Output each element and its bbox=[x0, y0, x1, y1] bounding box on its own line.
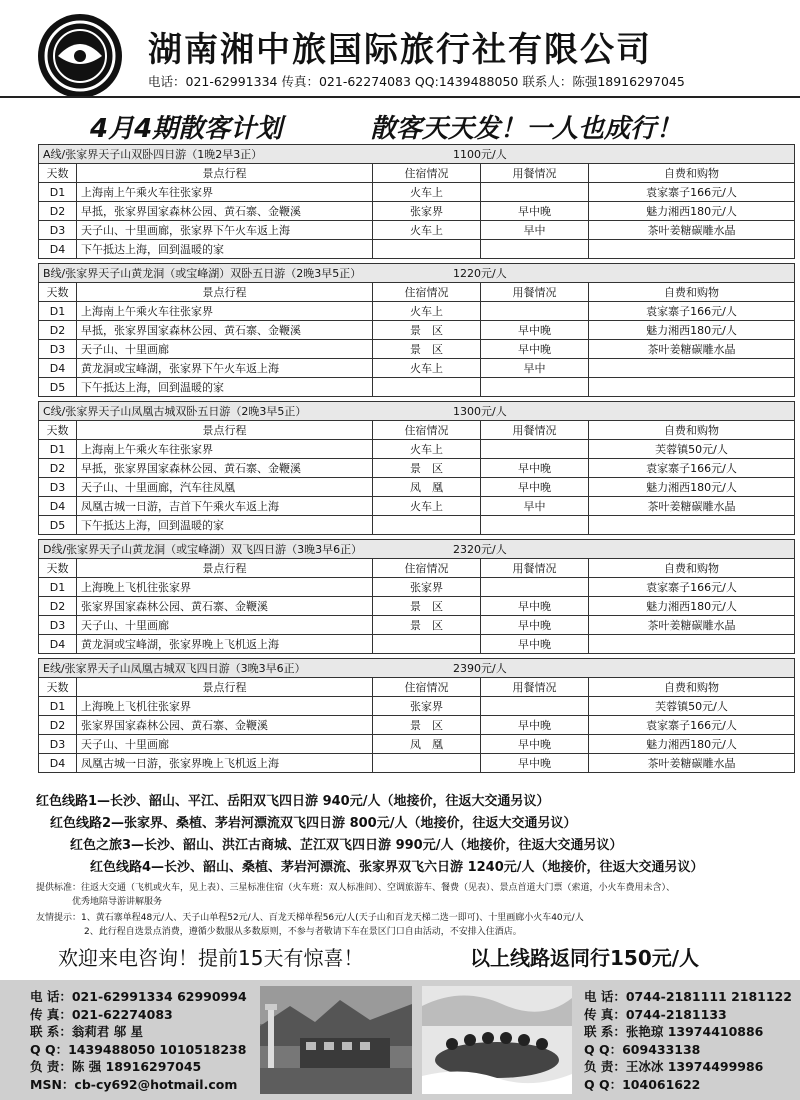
table-cell: D3 bbox=[39, 221, 77, 240]
red-route-4: 红色线路4—长沙、韶山、桑植、茅岩河漂流、张家界双飞六日游 1240元/人（地接价，往返大交通另议） bbox=[90, 860, 704, 875]
footer-contact-line: Q Q：609433138 bbox=[584, 1041, 701, 1057]
column-header: 景点行程 bbox=[77, 678, 373, 697]
column-header: 自费和购物 bbox=[589, 164, 795, 183]
table-cell: 早中晚 bbox=[481, 735, 589, 754]
table-cell: D3 bbox=[39, 616, 77, 635]
column-header: 用餐情况 bbox=[481, 164, 589, 183]
table-cell bbox=[373, 635, 481, 654]
table-row bbox=[39, 440, 795, 459]
banner-rebate: 以上线路返同行150元/人 bbox=[470, 946, 700, 970]
table-cell: 早中晚 bbox=[481, 597, 589, 616]
column-header: 住宿情况 bbox=[373, 678, 481, 697]
column-header: 景点行程 bbox=[77, 559, 373, 578]
column-header: 住宿情况 bbox=[373, 421, 481, 440]
table-row bbox=[39, 497, 795, 516]
table-cell: 张家界国家森林公园、黄石寨、金鞭溪 bbox=[77, 597, 373, 616]
tour-name: A线/张家界天子山双卧四日游（1晚2早3正） bbox=[43, 148, 263, 161]
table-cell: D1 bbox=[39, 302, 77, 321]
table-row bbox=[39, 616, 795, 635]
column-header: 住宿情况 bbox=[373, 164, 481, 183]
tour-table bbox=[38, 658, 795, 773]
table-cell: D4 bbox=[39, 635, 77, 654]
fenghuang-town-photo bbox=[260, 986, 412, 1094]
table-cell: 天子山、十里画廊，汽车往凤凰 bbox=[77, 478, 373, 497]
table-cell: 早中 bbox=[481, 359, 589, 378]
table-cell: 魅力湘西180元/人 bbox=[589, 597, 795, 616]
table-row bbox=[39, 578, 795, 597]
tour-price: 2320元/人 bbox=[453, 543, 507, 556]
table-cell: 景 区 bbox=[373, 321, 481, 340]
tour-name: B线/张家界天子山黄龙洞（或宝峰湖）双卧五日游（2晚3早5正） bbox=[43, 267, 362, 280]
table-cell bbox=[589, 516, 795, 535]
table-cell: 早中晚 bbox=[481, 616, 589, 635]
table-cell: 上海晚上飞机往张家界 bbox=[77, 578, 373, 597]
table-cell: 早抵，张家界国家森林公园、黄石寨、金鞭溪 bbox=[77, 321, 373, 340]
table-cell: 黄龙洞或宝峰湖，张家界晚上飞机返上海 bbox=[77, 635, 373, 654]
table-cell bbox=[481, 240, 589, 259]
table-cell: 早中晚 bbox=[481, 754, 589, 773]
tour-tables bbox=[38, 144, 794, 777]
company-name: 湖南湘中旅国际旅行社有限公司 bbox=[148, 30, 652, 70]
table-cell: 上海晚上飞机往张家界 bbox=[77, 697, 373, 716]
tour-title bbox=[39, 540, 795, 559]
table-cell: 张家界 bbox=[373, 697, 481, 716]
table-cell: 天子山、十里画廊 bbox=[77, 616, 373, 635]
footer-contact-line: 传 真：021-62274083 bbox=[30, 1006, 173, 1022]
table-cell bbox=[481, 378, 589, 397]
table-row bbox=[39, 516, 795, 535]
table-cell: 芙蓉镇50元/人 bbox=[589, 440, 795, 459]
rafting-photo bbox=[422, 986, 572, 1094]
table-row bbox=[39, 478, 795, 497]
tour-name: D线/张家界天子山黄龙洞（或宝峰湖）双飞四日游（3晚3早6正） bbox=[43, 543, 363, 556]
table-cell: 茶叶姜糖碳雕水晶 bbox=[589, 497, 795, 516]
table-cell bbox=[373, 754, 481, 773]
table-cell: D1 bbox=[39, 578, 77, 597]
footer-contact-line: MSN：cb-cy692@hotmail.com bbox=[30, 1076, 238, 1092]
table-row bbox=[39, 359, 795, 378]
tour-name: E线/张家界天子山凤凰古城双飞四日游（3晚3早6正） bbox=[43, 662, 306, 675]
tip-note-1: 友情提示：1、黄石寨单程48元/人、天子山单程52元/人、百龙天梯单程56元/人(天子山和百龙天梯二选一即可)、十里画廊小火车40元/人 bbox=[36, 913, 584, 923]
table-cell: 火车上 bbox=[373, 359, 481, 378]
tip-note-2: 2、此行程自选景点消费，遵循少数服从多数原则，不参与者敬请下车在景区门口自由活动，不安排入住酒店。 bbox=[84, 927, 522, 937]
table-cell: D2 bbox=[39, 202, 77, 221]
table-row bbox=[39, 459, 795, 478]
table-cell bbox=[373, 516, 481, 535]
table-cell: D5 bbox=[39, 378, 77, 397]
column-header: 用餐情况 bbox=[481, 283, 589, 302]
tour-price: 2390元/人 bbox=[453, 662, 507, 675]
table-row bbox=[39, 697, 795, 716]
footer-contact-line: Q Q：104061622 bbox=[584, 1076, 701, 1092]
table-cell: D2 bbox=[39, 459, 77, 478]
table-cell: 早中晚 bbox=[481, 459, 589, 478]
footer-contact-line: 负 责：王冰冰 13974499986 bbox=[584, 1059, 764, 1074]
footer-zhangjiajie-contacts bbox=[584, 988, 792, 1093]
table-cell: 景 区 bbox=[373, 597, 481, 616]
table-cell: 袁家寨子166元/人 bbox=[589, 578, 795, 597]
table-cell: D5 bbox=[39, 516, 77, 535]
column-header: 景点行程 bbox=[77, 421, 373, 440]
company-logo-icon bbox=[36, 12, 124, 100]
promo-banner bbox=[0, 940, 800, 976]
table-cell: 景 区 bbox=[373, 459, 481, 478]
table-cell: 茶叶姜糖碳雕水晶 bbox=[589, 221, 795, 240]
standard-note-cont: 优秀地陪导游讲解服务 bbox=[72, 897, 163, 907]
tour-table bbox=[38, 539, 795, 654]
table-cell: 火车上 bbox=[373, 440, 481, 459]
table-cell: 茶叶姜糖碳雕水晶 bbox=[589, 754, 795, 773]
footer bbox=[0, 980, 800, 1100]
table-cell: 袁家寨子166元/人 bbox=[589, 716, 795, 735]
footer-contact-line: 负 责：陈 强 18916297045 bbox=[30, 1059, 202, 1074]
table-cell: D4 bbox=[39, 497, 77, 516]
table-cell: 早中晚 bbox=[481, 478, 589, 497]
footer-contact-line: 传 真：0744-2181133 bbox=[584, 1006, 727, 1022]
table-cell: 袁家寨子166元/人 bbox=[589, 183, 795, 202]
footer-shanghai-contacts bbox=[30, 988, 247, 1093]
column-header: 自费和购物 bbox=[589, 678, 795, 697]
table-cell: D4 bbox=[39, 240, 77, 259]
table-cell: 黄龙洞或宝峰湖，张家界下午火车返上海 bbox=[77, 359, 373, 378]
table-cell: 张家界 bbox=[373, 202, 481, 221]
table-cell bbox=[373, 378, 481, 397]
table-cell: 早中 bbox=[481, 497, 589, 516]
tour-price: 1100元/人 bbox=[453, 148, 507, 161]
table-cell: 景 区 bbox=[373, 716, 481, 735]
table-cell: 景 区 bbox=[373, 340, 481, 359]
table-cell: D1 bbox=[39, 440, 77, 459]
table-cell: 上海南上午乘火车往张家界 bbox=[77, 183, 373, 202]
table-cell: D1 bbox=[39, 697, 77, 716]
table-cell: 凤凰古城一日游，吉首下午乘火车返上海 bbox=[77, 497, 373, 516]
table-cell: 张家界国家森林公园、黄石寨、金鞭溪 bbox=[77, 716, 373, 735]
table-cell: D2 bbox=[39, 716, 77, 735]
table-cell bbox=[589, 359, 795, 378]
footer-contact-line: 联 系：翁莉君 邬 星 bbox=[30, 1024, 144, 1039]
tour-title bbox=[39, 402, 795, 421]
table-row bbox=[39, 240, 795, 259]
table-cell: 魅力湘西180元/人 bbox=[589, 202, 795, 221]
table-cell: 芙蓉镇50元/人 bbox=[589, 697, 795, 716]
table-row bbox=[39, 635, 795, 654]
table-cell: 张家界 bbox=[373, 578, 481, 597]
column-header: 自费和购物 bbox=[589, 421, 795, 440]
table-cell bbox=[481, 183, 589, 202]
column-header: 自费和购物 bbox=[589, 283, 795, 302]
table-cell: 火车上 bbox=[373, 221, 481, 240]
column-header: 景点行程 bbox=[77, 164, 373, 183]
footer-contact-line: 电 话：0744-2181111 2181122 bbox=[584, 989, 792, 1004]
footer-contact-line: 联 系：张艳琼 13974410886 bbox=[584, 1024, 764, 1039]
table-cell bbox=[589, 378, 795, 397]
table-cell bbox=[373, 240, 481, 259]
table-cell: D3 bbox=[39, 478, 77, 497]
column-header: 天数 bbox=[39, 678, 77, 697]
table-cell: 火车上 bbox=[373, 497, 481, 516]
table-row bbox=[39, 716, 795, 735]
table-cell: 上海南上午乘火车往张家界 bbox=[77, 440, 373, 459]
table-row bbox=[39, 183, 795, 202]
table-cell bbox=[589, 240, 795, 259]
table-cell: 魅力湘西180元/人 bbox=[589, 478, 795, 497]
table-row bbox=[39, 735, 795, 754]
table-row bbox=[39, 202, 795, 221]
header bbox=[0, 0, 800, 100]
footer-contact-line: Q Q：1439488050 1010518238 bbox=[30, 1041, 247, 1057]
table-cell: 早中晚 bbox=[481, 340, 589, 359]
table-cell: 火车上 bbox=[373, 302, 481, 321]
footer-contact-line: 电 话：021-62991334 62990994 bbox=[30, 989, 247, 1004]
column-header: 自费和购物 bbox=[589, 559, 795, 578]
table-cell: 早中晚 bbox=[481, 716, 589, 735]
table-cell bbox=[481, 440, 589, 459]
table-cell bbox=[589, 635, 795, 654]
column-header: 住宿情况 bbox=[373, 559, 481, 578]
table-row bbox=[39, 302, 795, 321]
table-row bbox=[39, 221, 795, 240]
table-cell bbox=[481, 302, 589, 321]
table-cell: 茶叶姜糖碳雕水晶 bbox=[589, 616, 795, 635]
table-cell: 早中晚 bbox=[481, 202, 589, 221]
tour-name: C线/张家界天子山凤凰古城双卧五日游（2晚3早5正） bbox=[43, 405, 307, 418]
table-cell: 早中 bbox=[481, 221, 589, 240]
table-cell: 早抵，张家界国家森林公园、黄石寨、金鞭溪 bbox=[77, 459, 373, 478]
table-cell: D3 bbox=[39, 735, 77, 754]
table-cell: 景 区 bbox=[373, 616, 481, 635]
table-cell bbox=[481, 516, 589, 535]
tour-table bbox=[38, 144, 795, 259]
table-cell: 凤 凰 bbox=[373, 478, 481, 497]
table-cell: 袁家寨子166元/人 bbox=[589, 459, 795, 478]
table-cell: 凤凰古城一日游，张家界晚上飞机返上海 bbox=[77, 754, 373, 773]
column-header: 用餐情况 bbox=[481, 678, 589, 697]
table-cell: 天子山、十里画廊，张家界下午火车返上海 bbox=[77, 221, 373, 240]
table-cell bbox=[481, 578, 589, 597]
table-cell: 早抵，张家界国家森林公园、黄石寨、金鞭溪 bbox=[77, 202, 373, 221]
table-cell: 下午抵达上海，回到温暖的家 bbox=[77, 378, 373, 397]
column-header: 住宿情况 bbox=[373, 283, 481, 302]
tour-title bbox=[39, 659, 795, 678]
column-header: 天数 bbox=[39, 164, 77, 183]
slogan-plan: 4月4期散客计划 bbox=[90, 114, 283, 144]
table-cell: 茶叶姜糖碳雕水晶 bbox=[589, 340, 795, 359]
table-cell: D3 bbox=[39, 340, 77, 359]
red-route-3: 红色之旅3—长沙、韶山、洪江古商城、芷江双飞四日游 990元/人（地接价，往返大交通另议） bbox=[70, 838, 623, 853]
contact-line: 电话：021-62991334 传真：021-62274083 QQ:1439488050 联系人：陈强18916297045 bbox=[148, 74, 685, 89]
tour-title bbox=[39, 145, 795, 164]
column-header: 景点行程 bbox=[77, 283, 373, 302]
table-cell: 早中晚 bbox=[481, 635, 589, 654]
table-cell: D1 bbox=[39, 183, 77, 202]
tour-price: 1220元/人 bbox=[453, 267, 507, 280]
table-row bbox=[39, 340, 795, 359]
tour-title bbox=[39, 264, 795, 283]
banner-welcome: 欢迎来电咨询！提前15天有惊喜！ bbox=[58, 946, 364, 970]
column-header: 天数 bbox=[39, 283, 77, 302]
standard-note: 提供标准：往返大交通（飞机或火车，见上表）、三星标准住宿（火车班：双人标准间）、空调旅游车、餐费（见表）、景点首道大门票（索道，小火车费用未含）、 bbox=[36, 883, 676, 893]
red-route-1: 红色线路1—长沙、韶山、平江、岳阳双飞四日游 940元/人（地接价，往返大交通另议） bbox=[36, 794, 550, 809]
column-header: 天数 bbox=[39, 421, 77, 440]
slogan-daily: 散客天天发！一人也成行！ bbox=[370, 114, 683, 144]
tour-table bbox=[38, 401, 795, 535]
table-cell bbox=[481, 697, 589, 716]
header-divider bbox=[0, 96, 800, 98]
table-cell: 天子山、十里画廊 bbox=[77, 735, 373, 754]
table-cell: 下午抵达上海，回到温暖的家 bbox=[77, 516, 373, 535]
table-row bbox=[39, 378, 795, 397]
table-cell: D4 bbox=[39, 359, 77, 378]
table-cell: 凤 凰 bbox=[373, 735, 481, 754]
column-header: 用餐情况 bbox=[481, 559, 589, 578]
table-cell: 早中晚 bbox=[481, 321, 589, 340]
table-cell: 下午抵达上海，回到温暖的家 bbox=[77, 240, 373, 259]
table-cell: 天子山、十里画廊 bbox=[77, 340, 373, 359]
table-row bbox=[39, 597, 795, 616]
table-cell: 火车上 bbox=[373, 183, 481, 202]
table-row bbox=[39, 754, 795, 773]
red-route-2: 红色线路2—张家界、桑植、茅岩河漂流双飞四日游 800元/人（地接价，往返大交通另议） bbox=[50, 816, 577, 831]
table-cell: D2 bbox=[39, 321, 77, 340]
table-cell: 袁家寨子166元/人 bbox=[589, 302, 795, 321]
column-header: 用餐情况 bbox=[481, 421, 589, 440]
table-row bbox=[39, 321, 795, 340]
table-cell: 魅力湘西180元/人 bbox=[589, 735, 795, 754]
column-header: 天数 bbox=[39, 559, 77, 578]
table-cell: 上海南上午乘火车往张家界 bbox=[77, 302, 373, 321]
tour-price: 1300元/人 bbox=[453, 405, 507, 418]
table-cell: D2 bbox=[39, 597, 77, 616]
table-cell: D4 bbox=[39, 754, 77, 773]
tour-table bbox=[38, 263, 795, 397]
table-cell: 魅力湘西180元/人 bbox=[589, 321, 795, 340]
